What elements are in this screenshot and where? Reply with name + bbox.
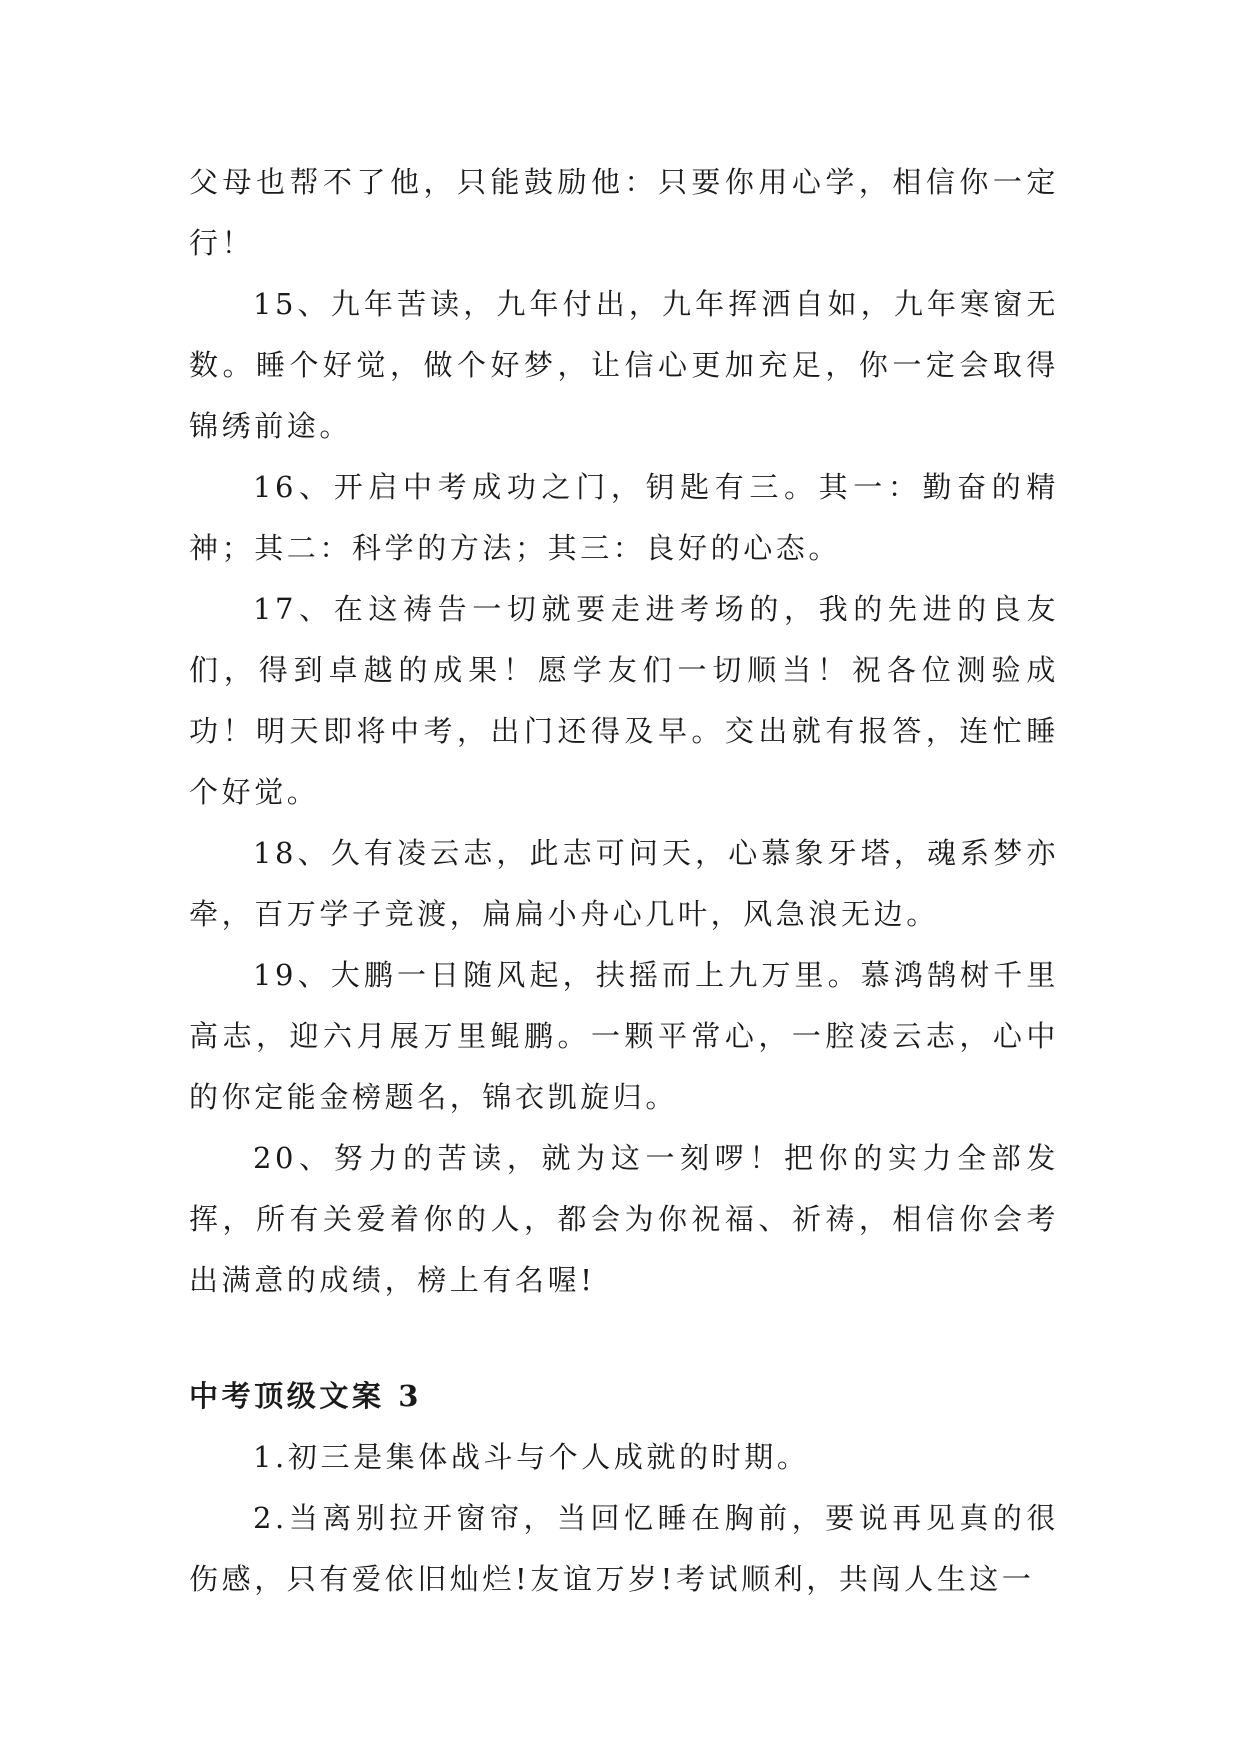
- paragraph-17: 17、在这祷告一切就要走进考场的，我的先进的良友们，得到卓越的成果！愿学友们一切顺当！祝各位测验成功！明天即将中考，出门还得及早。交出就有报答，连忙睡个好觉。: [189, 592, 1059, 809]
- paragraph-16: 16、开启中考成功之门，钥匙有三。其一：勤奋的精神；其二：科学的方法；其三：良好的心态。: [189, 470, 1059, 565]
- section-paragraph-1: 1.初三是集体战斗与个人成就的时期。: [253, 1440, 810, 1474]
- paragraph-continuation: 父母也帮不了他，只能鼓励他：只要你用心学，相信你一定行！: [189, 165, 1059, 260]
- paragraph-20: 20、努力的苦读，就为这一刻啰！把你的实力全部发挥，所有关爱着你的人，都会为你祝福、祈祷，相信你会考出满意的成绩，榜上有名喔!: [189, 1141, 1059, 1297]
- paragraph-15: 15、九年苦读，九年付出，九年挥洒自如，九年寒窗无数。睡个好觉，做个好梦，让信心更加充足，你一定会取得锦绣前途。: [189, 287, 1059, 443]
- paragraph-19: 19、大鹏一日随风起，扶摇而上九万里。慕鸿鹄树千里高志，迎六月展万里鲲鹏。一颗平常心，一腔凌云志，心中的你定能金榜题名，锦衣凯旋归。: [189, 958, 1059, 1114]
- section-paragraph-2: 2.当离别拉开窗帘，当回忆睡在胸前，要说再见真的很伤感，只有爱依旧灿烂!友谊万岁!考试顺利，共闯人生这一: [189, 1501, 1059, 1596]
- section-title: 中考顶级文案 3: [189, 1379, 423, 1413]
- paragraph-18: 18、久有凌云志，此志可问天，心慕象牙塔，魂系梦亦牵，百万学子竞渡，扁扁小舟心几叶，风急浪无边。: [189, 836, 1059, 931]
- document-page: [189, 152, 1059, 1610]
